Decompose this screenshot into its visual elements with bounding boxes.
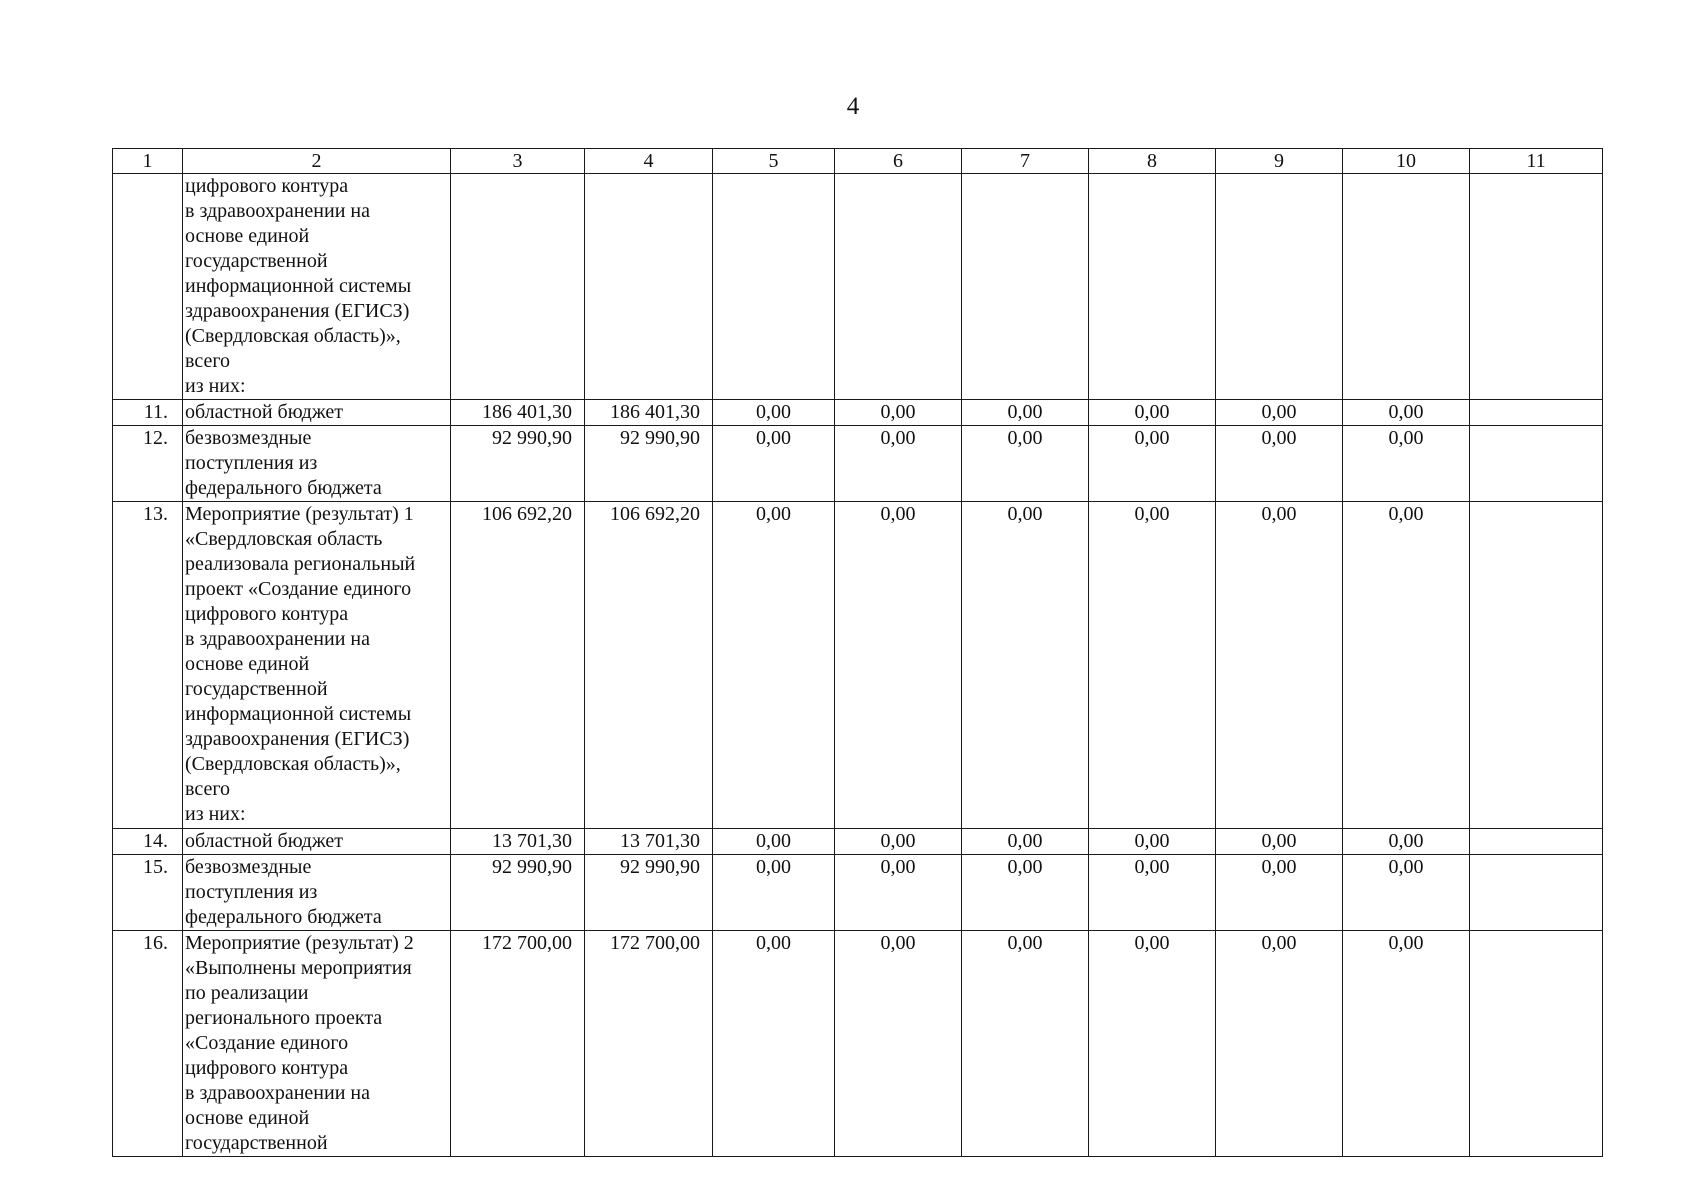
value-cell: 0,00 (1343, 854, 1470, 930)
row-number-cell: 15. (113, 854, 183, 930)
value-cell (1343, 174, 1470, 400)
row-number-cell: 12. (113, 426, 183, 502)
column-header: 6 (835, 149, 962, 174)
value-cell: 0,00 (962, 400, 1089, 426)
row-name-cell: цифрового контура в здравоохранении на основе единой государственной информационной системы здравоохранения (ЕГИСЗ) (Свердловская область)», всего из них: (183, 174, 451, 400)
value-cell (1470, 400, 1603, 426)
row-name-cell: безвозмездные поступления из федерального бюджета (183, 854, 451, 930)
amount-cell: 106 692,20 (585, 502, 713, 828)
value-cell (1216, 174, 1343, 400)
column-header: 7 (962, 149, 1089, 174)
column-number-row (113, 149, 1603, 174)
value-cell: 0,00 (962, 828, 1089, 854)
value-cell (835, 174, 962, 400)
amount-cell: 106 692,20 (451, 502, 585, 828)
value-cell (1470, 174, 1603, 400)
value-cell: 0,00 (713, 930, 835, 1156)
column-header: 10 (1343, 149, 1470, 174)
value-cell (1089, 174, 1216, 400)
value-cell: 0,00 (835, 426, 962, 502)
value-cell: 0,00 (835, 400, 962, 426)
row-name-cell: областной бюджет (183, 400, 451, 426)
value-cell: 0,00 (713, 426, 835, 502)
page-number: 4 (846, 93, 860, 120)
value-cell: 0,00 (1216, 930, 1343, 1156)
value-cell (962, 174, 1089, 400)
value-cell (1470, 854, 1603, 930)
amount-cell: 186 401,30 (451, 400, 585, 426)
table-row (113, 502, 1603, 828)
amount-cell: 172 700,00 (451, 930, 585, 1156)
table-row (113, 174, 1603, 400)
value-cell: 0,00 (1089, 502, 1216, 828)
value-cell (1470, 930, 1603, 1156)
column-header: 11 (1470, 149, 1603, 174)
row-number-cell (113, 174, 183, 400)
amount-cell (585, 174, 713, 400)
value-cell: 0,00 (1343, 502, 1470, 828)
amount-cell: 92 990,90 (585, 426, 713, 502)
row-number-cell: 14. (113, 828, 183, 854)
table-row (113, 426, 1603, 502)
value-cell: 0,00 (835, 854, 962, 930)
value-cell: 0,00 (713, 828, 835, 854)
value-cell: 0,00 (1343, 930, 1470, 1156)
row-name-cell: безвозмездные поступления из федерального бюджета (183, 426, 451, 502)
value-cell: 0,00 (1216, 426, 1343, 502)
value-cell: 0,00 (1343, 400, 1470, 426)
amount-cell: 172 700,00 (585, 930, 713, 1156)
value-cell: 0,00 (962, 426, 1089, 502)
amount-cell: 13 701,30 (585, 828, 713, 854)
value-cell: 0,00 (1089, 828, 1216, 854)
column-header: 1 (113, 149, 183, 174)
value-cell (1470, 426, 1603, 502)
column-header: 4 (585, 149, 713, 174)
value-cell (713, 174, 835, 400)
row-name-cell: областной бюджет (183, 828, 451, 854)
column-header: 8 (1089, 149, 1216, 174)
value-cell: 0,00 (1089, 854, 1216, 930)
row-name-cell: Мероприятие (результат) 2 «Выполнены мероприятия по реализации регионального проекта «Создание единого цифрового контура в здравоохранении на основе единой государственной (183, 930, 451, 1156)
row-number-cell: 11. (113, 400, 183, 426)
value-cell: 0,00 (713, 400, 835, 426)
value-cell: 0,00 (1216, 828, 1343, 854)
amount-cell: 92 990,90 (451, 854, 585, 930)
value-cell: 0,00 (835, 930, 962, 1156)
table-body (113, 149, 1603, 1157)
column-header: 5 (713, 149, 835, 174)
table-row (113, 854, 1603, 930)
value-cell (1470, 828, 1603, 854)
amount-cell: 186 401,30 (585, 400, 713, 426)
column-header: 9 (1216, 149, 1343, 174)
value-cell: 0,00 (1089, 400, 1216, 426)
value-cell (1470, 502, 1603, 828)
table-row (113, 400, 1603, 426)
value-cell: 0,00 (1216, 854, 1343, 930)
column-header: 2 (183, 149, 451, 174)
value-cell: 0,00 (713, 502, 835, 828)
amount-cell: 92 990,90 (451, 426, 585, 502)
value-cell: 0,00 (962, 930, 1089, 1156)
value-cell: 0,00 (962, 854, 1089, 930)
value-cell: 0,00 (1216, 400, 1343, 426)
row-number-cell: 16. (113, 930, 183, 1156)
table-row (113, 828, 1603, 854)
row-number-cell: 13. (113, 502, 183, 828)
table-row (113, 930, 1603, 1156)
value-cell: 0,00 (713, 854, 835, 930)
value-cell: 0,00 (1216, 502, 1343, 828)
amount-cell: 13 701,30 (451, 828, 585, 854)
value-cell: 0,00 (1089, 930, 1216, 1156)
value-cell: 0,00 (1089, 426, 1216, 502)
budget-table (112, 148, 1603, 1157)
amount-cell: 92 990,90 (585, 854, 713, 930)
amount-cell (451, 174, 585, 400)
value-cell: 0,00 (835, 502, 962, 828)
value-cell: 0,00 (1343, 426, 1470, 502)
column-header: 3 (451, 149, 585, 174)
row-name-cell: Мероприятие (результат) 1 «Свердловская область реализовала региональный проект «Создание единого цифрового контура в здравоохранении на основе единой государственной информационной системы здравоохранения (ЕГИСЗ) (Свердловская область)», всего из них: (183, 502, 451, 828)
value-cell: 0,00 (1343, 828, 1470, 854)
value-cell: 0,00 (835, 828, 962, 854)
value-cell: 0,00 (962, 502, 1089, 828)
